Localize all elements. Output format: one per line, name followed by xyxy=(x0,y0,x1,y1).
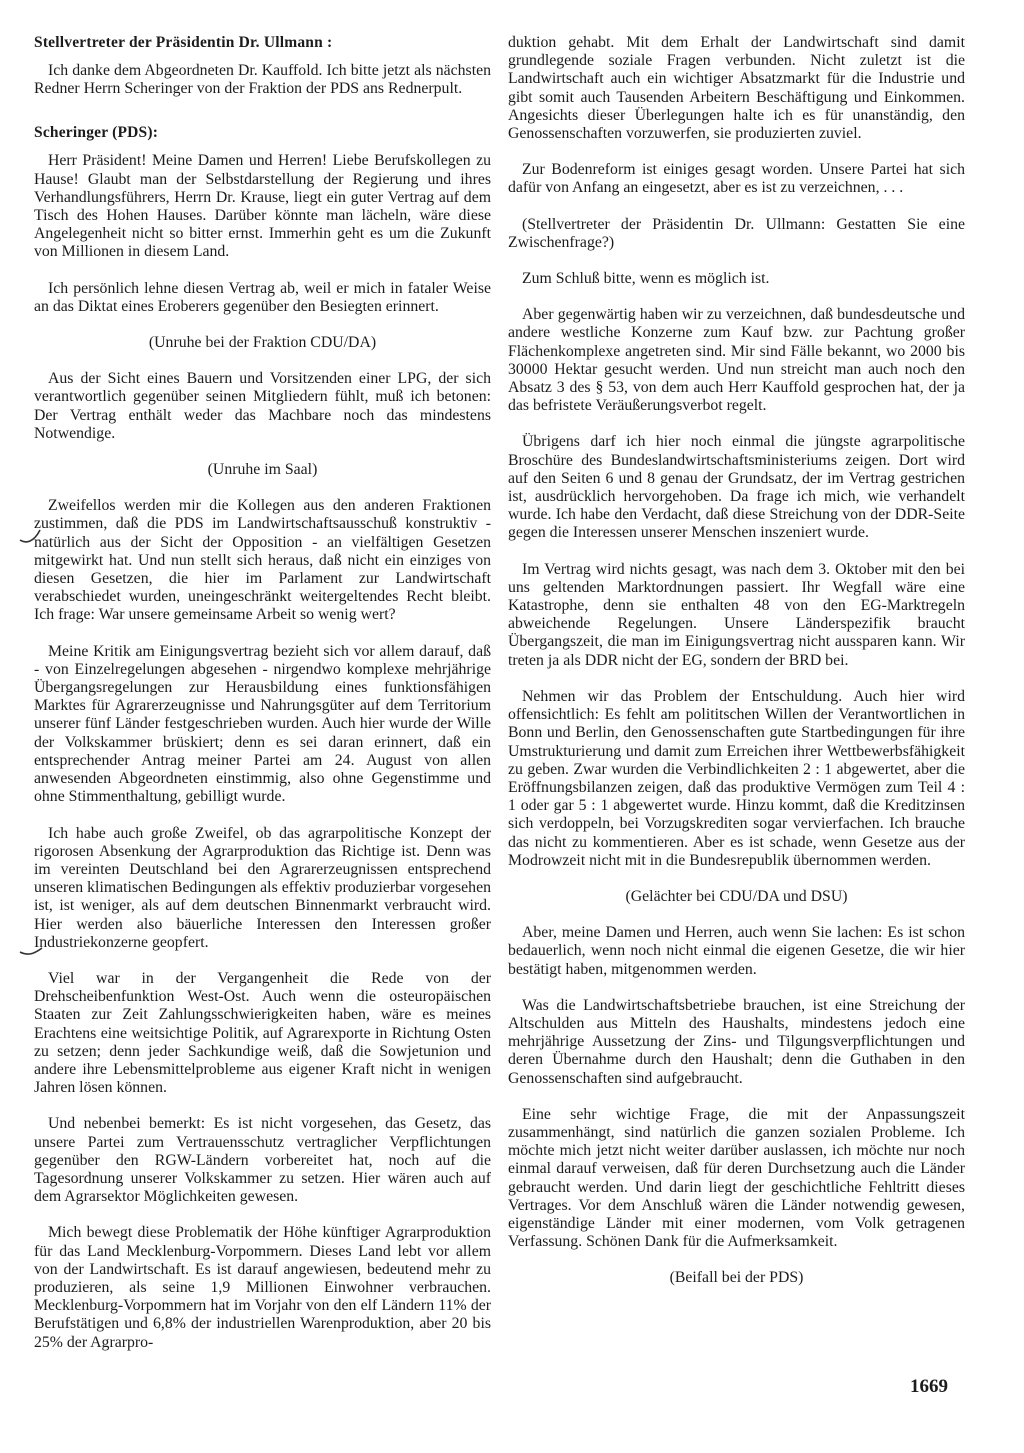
interjection: (Unruhe im Saal) xyxy=(207,461,318,479)
paragraph: Herr Präsident! Meine Damen und Herren! Liebe Berufskollegen zu Hause! Glaubt man der Selbstdarstellung der Regierung und ihres Verhandlungsführers, Herrn Dr. Krause, liegt ein guter Vertrag auf dem Tisch des Hohen Hauses. Darüber könnte man lächeln, wäre diese Angelegenheit nicht so bitter ernst. Immerhin geht es um die Zukunft von Millionen in diesem Land. xyxy=(34,152,491,261)
paragraph: Ich habe auch große Zweifel, ob das agrarpolitische Konzept der rigorosen Absenkung der Agrarproduktion das Richtige ist. Denn was im vereinten Deutschland bei den Agrarerzeugnissen entsprechend unseren klimatischen Bedingungen als effektiv produzierbar vorgesehen ist, ist weniger, als auf dem deutschen Binnenmarkt verbraucht wird. Hier werden also bäuerliche Interessen den Interessen großer Industriekonzerne geopfert. xyxy=(34,824,491,951)
paragraph: Viel war in der Vergangenheit die Rede von der Drehscheibenfunktion West-Ost. Auch wenn die osteuropäischen Staaten zur Zeit Zahlungsschwierigkeiten haben, wäre es meines Erachtens eine weitsichtige Politik, auf Agrarexporte in Richtung Osten zu setzen; denn jeder Sachkundige weiß, daß die Sowjetunion und andere ihre Lebensmittelprobleme aus eigener Kraft nicht in wenigen Jahren lösen können. xyxy=(34,969,491,1097)
paragraph: Zum Schluß bitte, wenn es möglich ist. xyxy=(522,270,770,288)
paragraph: duktion gehabt. Mit dem Erhalt der Landwirtschaft sind damit grundlegende soziale Fragen verbunden. Nicht zuletzt ist die Landwirtschaft auch ein wichtiger Absatzmarkt für die Industrie und gibt somit auch Tausenden Arbeitern Beschäftigung und Einkommen. Angesichts dieser Überlegungen halte ich es für unanständig, den Genossenschaften vorzuwerfen, sie produzierten zuviel. xyxy=(508,34,965,143)
paragraph: Mich bewegt diese Problematik der Höhe künftiger Agrarproduktion für das Land Mecklenburg-Vorpommern. Dieses Land lebt vor allem von der Landwirtschaft. Es ist darauf angewiesen, bedeutend mehr zu produzieren, als seine 1,9 Millionen Einwohner verbrauchen. Mecklenburg-Vorpommern hat im Vorjahr von den elf Ländern 11% der Berufstätigen und 6,8% der industriellen Warenproduktion, aber 20 bis 25% der Agrarpro- xyxy=(34,1224,491,1351)
paragraph: Aber gegenwärtig haben wir zu verzeichnen, daß bundesdeutsche und andere westliche Konzerne zum Kauf bzw. zur Pachtung großer Flächenkomplexe angetreten sind. Mir sind Fälle bekannt, wo 2000 bis 30000 Hektar gesucht werden. Und nun streicht man auch noch den Absatz 3 des § 53, von dem auch Herr Kauffold gesprochen hat, der ja das befristete Veräußerungsverbot regelt. xyxy=(508,306,965,415)
interjection: (Unruhe bei der Fraktion CDU/DA) xyxy=(148,334,377,352)
paragraph: Zweifellos werden mir die Kollegen aus den anderen Fraktionen zustimmen, daß die PDS im Landwirtschaftsausschuß konstruktiv - natürlich aus der Sicht der Opposition - an vielfältigen Gesetzen mitgewirkt hat. Und nun stellt sich heraus, daß nicht ein einziges von diesen Gesetzen, die hier im Parlament zur Landwirtschaft verabschiedet wurden, uneingeschränkt weitergeltendes Recht bleibt. Ich frage: War unsere gemeinsame Arbeit so wenig wert? xyxy=(34,497,491,624)
paragraph: Zur Bodenreform ist einiges gesagt worden. Unsere Partei hat sich dafür von Anfang an eingesetzt, aber es ist zu verzeichnen, . . . xyxy=(508,161,965,197)
paragraph: Meine Kritik am Einigungsvertrag bezieht sich vor allem darauf, daß - von Einzelregelungen abgesehen - nirgendwo komplexe mehrjährige Übergangsregelungen zur Herausbildung eines funktionsfähigen Marktes für Agrarerzeugnisse und Nahrungsgüter auf dem Territorium unserer fünf Länder festgeschrieben wurden. Auch hier wurde der Wille der Volkskammer brüskiert; denn es sei daran erinnert, daß ein entsprechender Antrag meiner Partei am 24. August von allen anwesenden Abgeordneten einstimmig, also ohne Gegenstimme und ohne Stimmenthaltung, gebilligt wurde. xyxy=(34,642,491,806)
interjection: (Gelächter bei CDU/DA und DSU) xyxy=(625,887,848,905)
paragraph: Übrigens darf ich hier noch einmal die jüngste agrarpolitische Broschüre des Bundeslandwirtschaftsministeriums zeigen. Dort wird auf den Seiten 6 und 8 genau der Grundsatz, der im Vertrag gestrichen ist, ausdrücklich hervorgehoben. Da frage ich mich, wie verhandelt wurde. Ich habe den Verdacht, daß diese Streichung von der DDR-Seite gegen die Interessen unserer Menschen inszeniert wurde. xyxy=(508,433,965,542)
margin-pen-mark xyxy=(18,944,44,960)
speaker-heading: Stellvertreter der Präsidentin Dr. Ullmann : xyxy=(34,34,333,51)
page-number: 1669 xyxy=(910,1376,948,1397)
interjection: (Beifall bei der PDS) xyxy=(669,1269,804,1287)
paragraph: Was die Landwirtschaftsbetriebe brauchen, ist eine Streichung der Altschulden aus Mitteln des Haushalts, mindestens jedoch eine mehrjährige Aussetzung der Zins- und Tilgungsverpflichtungen und deren Übernahme durch den Haushalt; denn die Guthaben in den Genossenschaften sind aufgebraucht. xyxy=(508,996,965,1087)
paragraph: Ich danke dem Abgeordneten Dr. Kauffold. Ich bitte jetzt als nächsten Redner Herrn Scheringer von der Fraktion der PDS ans Rednerpult. xyxy=(34,62,491,98)
paragraph: Und nebenbei bemerkt: Es ist nicht vorgesehen, das Gesetz, das unsere Partei zum Vertrauensschutz vertraglicher Verpflichtungen gegenüber den RGW-Ländern vorbereitet hat, noch auf die Tagesordnung unserer Volkskammer zu setzen. Hier wären auch auf dem Agrarsektor Möglichkeiten gewesen. xyxy=(34,1115,491,1206)
left-column xyxy=(34,34,491,1370)
interjection: (Stellvertreter der Präsidentin Dr. Ullmann: Gestatten Sie eine Zwischenfrage?) xyxy=(508,215,965,251)
speaker-heading: Scheringer (PDS): xyxy=(34,124,159,142)
paragraph: Nehmen wir das Problem der Entschuldung. Auch hier wird offensichtlich: Es fehlt am polititschen Willen der Verantwortlichen in Bonn und Berlin, den Genossenschaften gute Startbedingungen für ihre Umstrukturierung und damit zum Erreichen ihrer Wettbewerbsfähigkeit zu geben. Zwar wurden die Verbindlichkeiten 2 : 1 abgewertet, aber die Eröffnungsbilanzen zeigen, daß das produktive Vermögen zum Teil 4 : 1 oder gar 5 : 1 abgewertet wurde. Hinzu kommt, daß die Kreditzinsen sich verdoppeln, bei Vorzugskrediten sogar vervierfachen. Ich brauche das nicht zu kommentieren. Aber es ist schade, wenn Gesetze aus der Modrowzeit nicht mit in die Bundesrepublik übernommen werden. xyxy=(508,687,965,869)
right-column xyxy=(508,34,965,1306)
paragraph: Eine sehr wichtige Frage, die mit der Anpassungszeit zusammenhängt, sind natürlich die ganzen sozialen Probleme. Ich möchte mich jetzt nicht weiter darüber auslassen, ich möchte nur noch einmal darauf verweisen, daß für deren Durchsetzung auch die Länder gebraucht werden. Und darin liegt der geschichtliche Fehltritt dieses Vertrages. Vor dem Anschluß wären die Länder notwendig gewesen, eigenständige Länder mit einer modernen, vom Volk getragenen Verfassung. Schönen Dank für die Aufmerksamkeit. xyxy=(508,1105,965,1251)
paragraph: Im Vertrag wird nichts gesagt, was nach dem 3. Oktober mit den bei uns geltenden Marktordnungen passiert. Ihr Wegfall wäre eine Katastrophe, denn sie enthalten 48 von den EG-Marktregeln abweichende Regelungen. Unsere Länderspezifik braucht Übergangszeit, die man im Einigungsvertrag nicht aussparen kann. Wir treten ja als DDR nicht der EG, sondern der BRD bei. xyxy=(508,560,965,669)
margin-pen-mark xyxy=(18,528,44,548)
paragraph: Ich persönlich lehne diesen Vertrag ab, weil er mich in fataler Weise an das Diktat eines Eroberers gegenüber den Besiegten erinnert. xyxy=(34,279,491,315)
paragraph: Aber, meine Damen und Herren, auch wenn Sie lachen: Es ist schon bedauerlich, wenn noch nicht einmal die eigenen Gesetze, die wir hier bestätigt haben, mitgenommen werden. xyxy=(508,924,965,978)
paragraph: Aus der Sicht eines Bauern und Vorsitzenden einer LPG, der sich verantwortlich gegenüber seinen Mitgliedern fühlt, muß ich betonen: Der Vertrag enthält weder das Machbare noch das mindestens Notwendige. xyxy=(34,370,491,442)
